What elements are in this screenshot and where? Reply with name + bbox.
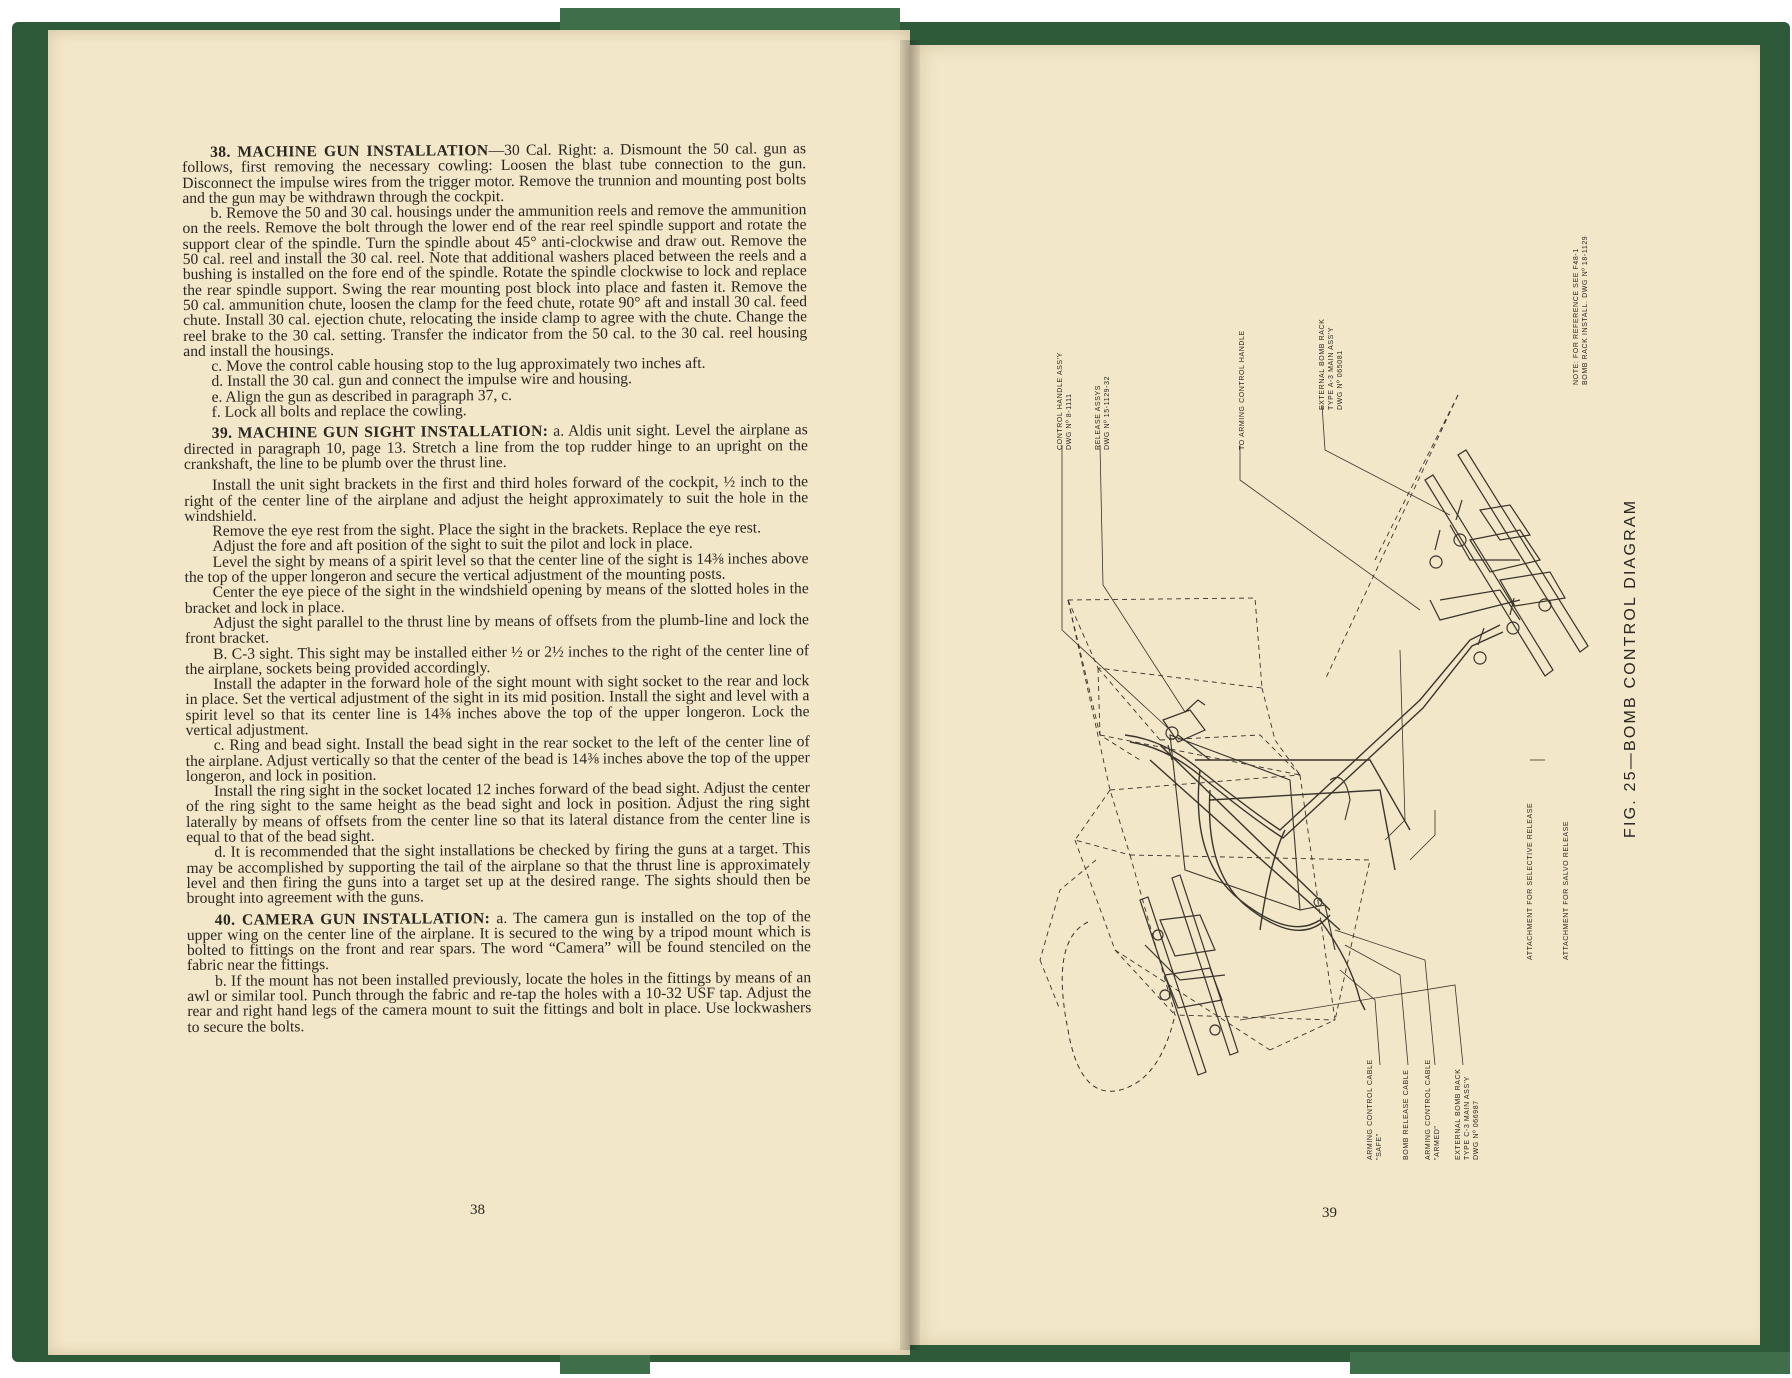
label-arming-cable-safe: ARMING CONTROL CABLE "SAFE" xyxy=(1367,1059,1383,1160)
para-39-p2: Remove the eye rest from the sight. Place the sight in the brackets. Replace the eye rest. xyxy=(212,519,762,540)
para-39-p1: Install the unit sight brackets in the first and third holes forward of the cockpit, ½ inch to the right of the center line of the airplane and adjust the height approximately to suit the hole in the windshield. xyxy=(184,473,809,525)
bomb-rack-c3 xyxy=(1140,875,1238,1075)
para-40-b: b. If the mount has not been installed previously, locate the holes in the fittings by means of an awl or similar tool. Punch through the fabric and re-tap the holes with a 10-32 USF tap. Adjust the rear and right hand legs of the camera mount to suit the fittings and bolt in place. Use lockwashers to secure the bolts. xyxy=(187,968,812,1036)
label-external-bomb-rack-a3: EXTERNAL BOMB RACK TYPE A-3 MAIN ASS'Y DWG Nº 065081 xyxy=(1319,318,1344,410)
para-39-heading: 39. MACHINE GUN SIGHT INSTALLATION: xyxy=(211,423,549,443)
label-arming-cable-armed: ARMING CONTROL CABLE "ARMED" xyxy=(1425,1059,1441,1160)
para-39-b: B. C-3 sight. This sight may be installed either ½ or 2½ inches to the right of the center line of the airplane, sockets being provided accordingly. xyxy=(185,641,810,678)
para-38-b: b. Remove the 50 and 30 cal. housings under the ammunition reels and remove the ammunition on the reels. Remove the bolt through the lower end of the rear reel spindle support and rotate the support clear of the spindle. Turn the spindle about 45° anti-clockwise and draw out. Remove the 50 cal. reel and install the 30 cal. reel. Note that additional washers placed between the reels and a bushing is installed on the fore end of the spindle. Rotate the spindle clockwise to lock and replace the rear spindle support. Swing the rear mounting post block into place and fasten it. Remove the 50 cal. ammunition chute, loosen the clamp for the feed chute, rotate 90° aft and install 30 cal. feed chute. Install 30 cal. ejection chute, relocating the inside clamp to agree with the chute. Change the reel brake to the 30 cal. setting. Transfer the indicator from the 50 cal. to the 30 cal. reel housing and install the housings. xyxy=(182,201,808,360)
label-external-bomb-rack-c3: EXTERNAL BOMB RACK TYPE C-3 MAIN ASS'Y DWG Nº 066987 xyxy=(1455,1068,1480,1160)
page-number-left: 38 xyxy=(470,1202,485,1218)
para-39-p6: Adjust the sight parallel to the thrust line by means of offsets from the plumb-line and lock the front bracket. xyxy=(184,611,809,648)
label-salvo-release: ATTACHMENT FOR SALVO RELEASE xyxy=(1563,820,1570,960)
para-39-p5: Center the eye piece of the sight in the windshield opening by means of the slotted holes in the bracket and lock in place. xyxy=(184,580,809,617)
para-40-heading: 40. CAMERA GUN INSTALLATION: xyxy=(214,909,491,929)
para-38-d: d. Install the 30 cal. gun and connect the impulse wire and housing. xyxy=(211,370,632,391)
label-to-arming-control-handle: TO ARMING CONTROL HANDLE xyxy=(1239,330,1246,450)
para-39-a: 39. MACHINE GUN SIGHT INSTALLATION: a. Aldis unit sight. Level the airplane as directed in paragraph 10, page 13. Stretch a line from the top rudder hinge to an upright on the crankshaft, the line to be plumb over the thrust line. xyxy=(183,421,808,473)
figure-caption: FIG. 25—BOMB CONTROL DIAGRAM xyxy=(1622,498,1639,838)
label-selective-release: ATTACHMENT FOR SELECTIVE RELEASE xyxy=(1527,802,1534,960)
para-39-p8: Install the ring sight in the socket located 12 inches forward of the bead sight. Adjust the center of the ring sight to the same height as the bead sight and lock in position. Adjust the ring sight laterally by means of offsets from the center line so that its lateral distance from the center line is equal to that of the bead sight. xyxy=(185,779,811,847)
control-handle-assembly xyxy=(1163,700,1210,760)
label-note: NOTE: FOR REFERENCE SEE F48-1 BOMB RACK INSTALL. DWG Nº 18-1129 xyxy=(1573,235,1589,385)
control-cables xyxy=(1125,625,1503,1010)
para-40-a: 40. CAMERA GUN INSTALLATION: a. The camera gun is installed on the top of the upper wing on the center line of the airplane. It is secured to the wing by a tripod mount which is bolted to fittings on the front and rear spars. The word “Camera” will be found stenciled on the fabric near the fittings. xyxy=(186,907,811,975)
para-38-c: c. Move the control cable housing stop to the lug approximately two inches aft. xyxy=(211,354,706,375)
para-38-e: e. Align the gun as described in paragraph 37, c. xyxy=(211,386,513,406)
para-39-p3: Adjust the fore and aft position of the sight to suit the pilot and lock in place. xyxy=(212,535,693,556)
para-39-p7: Install the adapter in the forward hole of the sight mount with sight socket to the rear and lock in place. Set the vertical adjustment of the sight in its mid position. Install the sight and level with a spirit level so that its center line is 14⅜ inches above the top of the upper longeron. Lock the vertical adjustment. xyxy=(185,672,810,739)
label-control-handle: CONTROL HANDLE ASS'Y DWG Nº 8-1111 xyxy=(1057,352,1073,450)
para-38-a: 38. MACHINE GUN INSTALLATION—30 Cal. Right: a. Dismount the 50 cal. gun as follows, first removing the necessary cowling: Loosen the blast tube connection to the gun. Disconnect the impulse wires from the trigger motor. Remove the trunnion and mounting post bolts and the gun may be withdrawn through the cockpit. xyxy=(182,140,807,207)
label-bomb-release-cable: BOMB RELEASE CABLE xyxy=(1403,1069,1410,1160)
tail-outline xyxy=(1062,922,1175,1091)
page-number-right: 39 xyxy=(1322,1205,1337,1221)
para-39-c: c. Ring and bead sight. Install the bead sight in the rear socket to the left of the center line of the airplane. Adjust vertically so that the center of the bead is 14⅜ inches above the top of the upper longeron, and lock in position. xyxy=(185,733,810,785)
label-release-assys: RELEASE ASSYS DWG Nº 15-1129-32 xyxy=(1095,375,1111,450)
para-39-p4: Level the sight by means of a spirit level so that the center line of the sight is 14⅜ inches above the top of the upper longeron and secure the vertical adjustment of the mounting posts. xyxy=(184,549,809,587)
para-38-f: f. Lock all bolts and replace the cowling. xyxy=(211,402,467,421)
para-39-d: d. It is recommended that the sight installations be checked by firing the guns at a target. This may be accomplished by supporting the tail of the airplane so that the thrust line is approximately level and then firing the guns into a target set up at the desired range. The sights should then be brought into agreement with the guns. xyxy=(186,840,811,908)
leader-lines xyxy=(1062,405,1545,1065)
bomb-rack-a3 xyxy=(1425,450,1588,676)
para-38-heading: 38. MACHINE GUN INSTALLATION xyxy=(209,142,489,161)
